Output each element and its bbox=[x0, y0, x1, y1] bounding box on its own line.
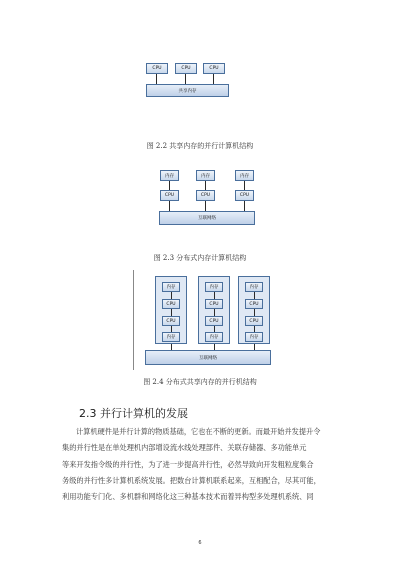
connector-line bbox=[169, 181, 170, 190]
cpu-label: CPU bbox=[209, 301, 219, 307]
memory-box bbox=[162, 282, 180, 292]
interconnect-network-bus bbox=[145, 350, 271, 365]
memory-label: 内存 bbox=[201, 173, 210, 179]
bus-label: 互联网络 bbox=[199, 355, 217, 361]
figure-caption: 图 2.4 分布式共享内存的并行机结构 bbox=[143, 378, 257, 386]
memory-box bbox=[245, 332, 263, 342]
cpu-box bbox=[175, 63, 197, 74]
connector-line bbox=[205, 181, 206, 190]
memory-box bbox=[205, 332, 223, 342]
memory-label: 内存 bbox=[249, 335, 259, 340]
bus-label: 互联网络 bbox=[198, 216, 216, 221]
bus-label: 共享内存 bbox=[178, 88, 197, 94]
cpu-label: CPU bbox=[249, 318, 259, 324]
memory-label: 内存 bbox=[240, 173, 249, 179]
connector-line bbox=[213, 74, 214, 84]
memory-box bbox=[162, 332, 180, 342]
connector-line bbox=[171, 292, 172, 299]
cpu-box bbox=[162, 299, 180, 309]
connector-line bbox=[244, 201, 245, 211]
cpu-label: CPU bbox=[239, 193, 250, 198]
memory-box bbox=[196, 170, 215, 181]
memory-label: 内存 bbox=[166, 335, 176, 340]
left-margin-rule bbox=[133, 270, 134, 370]
page-number: 6 bbox=[198, 540, 202, 546]
connector-line bbox=[254, 309, 255, 316]
connector-line bbox=[214, 292, 215, 299]
memory-label: 内存 bbox=[249, 285, 259, 290]
connector-line bbox=[254, 292, 255, 299]
cpu-box bbox=[162, 316, 180, 326]
cpu-label: CPU bbox=[181, 66, 191, 71]
cpu-box bbox=[196, 190, 215, 201]
memory-label: 内存 bbox=[166, 285, 176, 290]
cpu-label: CPU bbox=[166, 301, 176, 307]
cpu-label: CPU bbox=[152, 66, 162, 71]
connector-line bbox=[169, 201, 170, 211]
connector-line bbox=[205, 201, 206, 211]
connector-line bbox=[185, 74, 186, 84]
body-paragraph bbox=[62, 424, 344, 505]
paragraph-line: 务级的并行性多计算机系统发展。把数台计算机联系起来，互相配合，尽其可能， bbox=[62, 475, 321, 485]
cpu-box bbox=[245, 316, 263, 326]
paragraph-line: 集的并行性是在单处理机内部增设流水线处理部件、关联存储器、多功能单元 bbox=[62, 443, 307, 453]
cpu-box bbox=[146, 63, 168, 74]
cpu-box bbox=[205, 316, 223, 326]
memory-box bbox=[245, 282, 263, 292]
cpu-label: CPU bbox=[249, 301, 259, 307]
interconnect-network-bus bbox=[159, 211, 255, 225]
memory-label: 内存 bbox=[165, 173, 174, 179]
figure-caption: 图 2.2 共享内存的并行计算机结构 bbox=[146, 142, 254, 150]
figure-caption: 图 2.3 分布式内存计算机结构 bbox=[153, 254, 247, 262]
memory-label: 内存 bbox=[209, 335, 219, 340]
memory-box bbox=[235, 170, 254, 181]
connector-line bbox=[156, 74, 157, 84]
memory-label: 内存 bbox=[209, 285, 219, 290]
cpu-label: CPU bbox=[200, 193, 211, 198]
connector-line bbox=[214, 309, 215, 316]
cpu-box bbox=[160, 190, 179, 201]
connector-line bbox=[244, 181, 245, 190]
memory-box bbox=[205, 282, 223, 292]
cpu-label: CPU bbox=[166, 318, 176, 324]
cpu-label: CPU bbox=[164, 193, 175, 198]
paragraph-line: 等来开发指令级的并行性，为了进一步提高并行性，必然导致向开发粗粒度集合 bbox=[62, 459, 314, 469]
cpu-label: CPU bbox=[209, 66, 219, 71]
cpu-box bbox=[205, 299, 223, 309]
cpu-box bbox=[235, 190, 254, 201]
memory-box bbox=[160, 170, 179, 181]
paragraph-line: 计算机硬件是并行计算的物质基础，它也在不断的更新。而最开始并发提升令 bbox=[76, 427, 321, 436]
section-heading: 2.3 并行计算机的发展 bbox=[79, 407, 188, 420]
shared-memory-bus bbox=[146, 84, 229, 97]
cpu-box bbox=[203, 63, 225, 74]
paragraph-line: 利用功能专门化、多机群和网络化这三种基本技术而着异构型多处理机系统、同 bbox=[62, 492, 314, 502]
connector-line bbox=[171, 309, 172, 316]
cpu-label: CPU bbox=[209, 318, 219, 324]
cpu-box bbox=[245, 299, 263, 309]
